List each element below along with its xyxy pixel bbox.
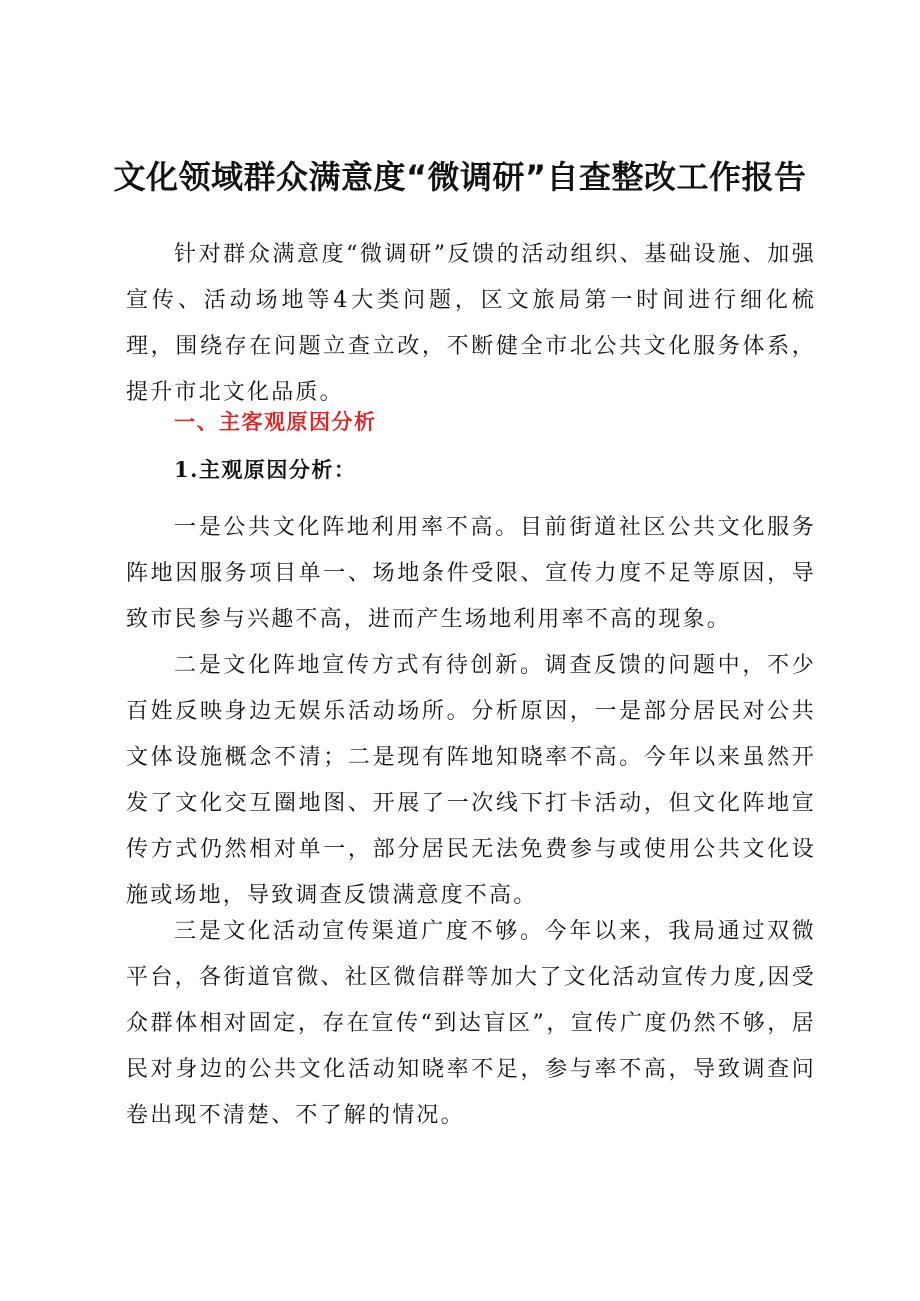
paragraph-three: 三是文化活动宣传渠道广度不够。今年以来，我局通过双微平台，各街道官微、社区微信群等加大了文化活动宣传力度,因受众群体相对固定，存在宣传“到达盲区”，宣传广度仍然不够，居民对身边的公共文化活动知晓率不足，参与率不高，导致调查问卷出现不清楚、不了解的情况。 <box>126 919 816 1128</box>
subsection-heading-subjective: 1.主观原因分析： <box>174 457 357 482</box>
intro-paragraph: 针对群众满意度“微调研”反馈的活动组织、基础设施、加强宣传、活动场地等4大类问题，区文旅局第一时间进行细化梳理，围绕存在问题立查立改，不断健全市北公共文化服务体系，提升市北文化品质。 <box>126 242 816 405</box>
document-title: 文化领域群众满意度“微调研”自查整改工作报告 <box>113 158 807 196</box>
paragraph-one: 一是公共文化阵地利用率不高。目前街道社区公共文化服务阵地因服务项目单一、场地条件受限、宣传力度不足等原因，导致市民参与兴趣不高，进而产生场地利用率不高的现象。 <box>126 515 816 632</box>
paragraph-two: 二是文化阵地宣传方式有待创新。调查反馈的问题中，不少百姓反映身边无娱乐活动场所。分析原因，一是部分居民对公共文体设施概念不清；二是现有阵地知晓率不高。今年以来虽然开发了文化交互圈地图、开展了一次线下打卡活动，但文化阵地宣传方式仍然相对单一，部分居民无法免费参与或使用公共文化设施或场地，导致调查反馈满意度不高。 <box>126 653 816 908</box>
section-heading-analysis: 一、主客观原因分析 <box>174 410 377 434</box>
